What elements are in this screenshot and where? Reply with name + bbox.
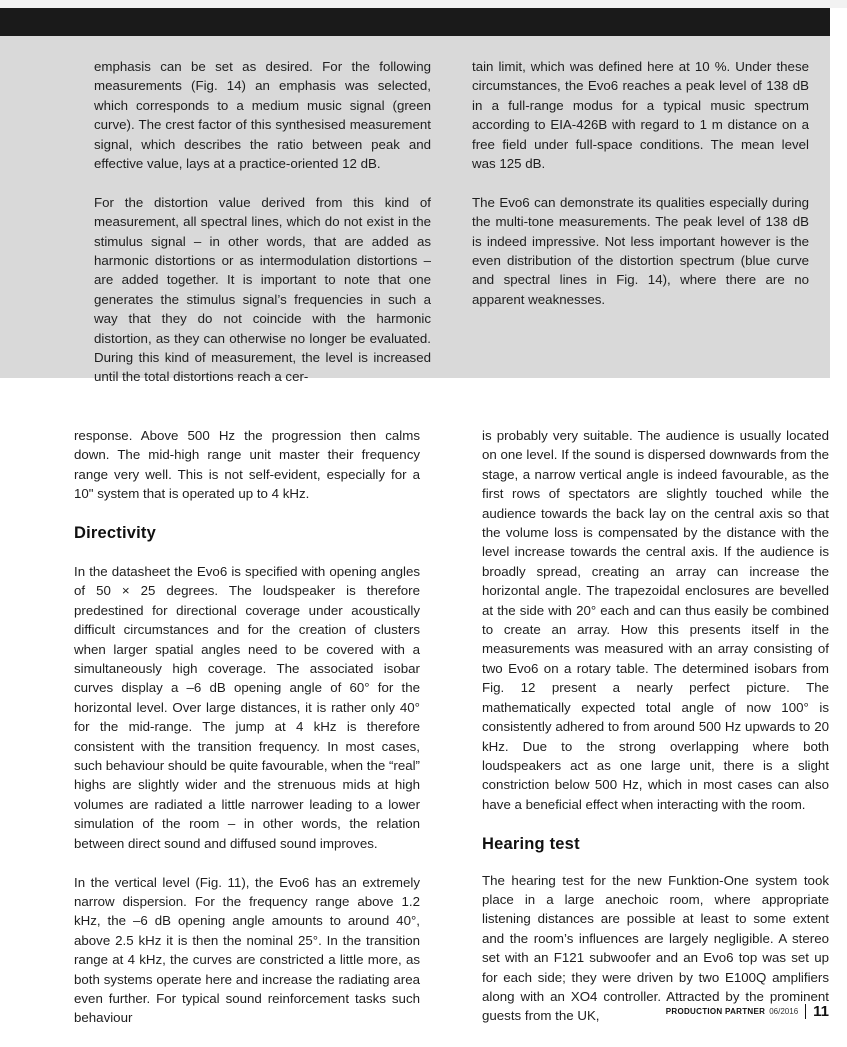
section-heading-hearing-test: Hearing test (482, 834, 580, 853)
body-paragraph: is probably very suitable. The audience is usually located on one level. If the sound is dispersed downwards from the stage, a narrow vertical angle is indeed favourable, as the first rows of spectators are slightly touched while the audience towards the back lay on the central axis so that the volume loss is compensated by the distance with the level increase towards the central axis. If the audience is broadly spread, creating an array can increase the horizontal angle. The trapezoidal enclosures are bevelled at the side with 20° each and can thus easily be combined to create an array. How this presents itself in the measurements was measured with an array consisting of two Evo6 on a rotary table. The determined isobars from Fig. 12 present a nearly perfect picture. The mathematically expected total angle of now 100° is consistently adhered to from around 500 Hz upwards to 20 kHz. Due to the strong overlapping where both loudspeakers act as one large unit, there is a slight constriction below 500 Hz, which in most cases can also have a beneficial effect when interacting with the room. (482, 428, 829, 812)
footer-divider (805, 1004, 806, 1019)
section-heading-directivity: Directivity (74, 524, 156, 543)
info-box-paragraph: For the distortion value derived from this kind of measurement, all spectral lines, which do not exist in the stimulus signal – in other words, that are added as harmonic distortions or as intermodulation distortions – are added together. It is important to note that one generates the stimulus signal’s frequencies in such a way that they do not coincide with the harmonic distortion, as they can otherwise no longer be evaluated. During this kind of measurement, the level is increased until the total distortions reach a cer- (94, 194, 431, 385)
page-number: 11 (813, 1003, 829, 1020)
page-footer (666, 1003, 829, 1020)
body-paragraph: response. Above 500 Hz the progression then calms down. The mid-high range unit master their frequency range very well. This is not self-evident, especially for a 10" system that is operated up to 4 kHz. (74, 428, 420, 502)
body-paragraph: The hearing test for the new Funktion-One system took place in a large anechoic room, where appropriate listening distances are possible at least to some extent and the room’s influences are largely negligible. A stereo set with an F121 subwoofer and an Evo6 top was set up for each side; they were driven by two E100Q amplifiers along with an XO4 controller. Attracted by the prominent guests from the UK, (482, 872, 829, 1024)
article-left-column (74, 426, 420, 1047)
magazine-name: PRODUCTION PARTNER (665, 1007, 766, 1016)
body-paragraph: In the datasheet the Evo6 is specified with opening angles of 50 × 25 degrees. The loudspeaker is therefore predestined for directional coverage under acoustically difficult circumstances and for the creation of clusters when larger spatial angles need to be covered with a simultaneously high coverage. The associated isobar curves display a –6 dB opening angle of 60° for the horizontal level. Over large distances, it is rather only 40° for the mid-range. The jump at 4 kHz is therefore consistent with the transition frequency. In most cases, such behaviour should be quite favourable, when the “real” highs are slightly wider and the strenuous mids at high volumes are radiated a little narrower leading to a lower simulation of the room – in other words, the relation between direct sound and diffused sound improves. (74, 564, 420, 851)
article-right-column (482, 426, 829, 1045)
info-box-paragraph: emphasis can be set as desired. For the following measurements (Fig. 14) an emphasis was selected, which corresponds to a medium music signal (green curve). The crest factor of this synthesised measurement signal, which describes the ratio between peak and effective value, lays at a practice-oriented 12 dB. (94, 59, 431, 172)
body-paragraph: In the vertical level (Fig. 11), the Evo6 has an extremely narrow dispersion. For the frequency range above 1.2 kHz, the –6 dB opening angle amounts to around 40°, above 2.5 kHz it is then the nominal 25°. In the transition range at 4 kHz, the curves are constricted a little more, as both systems operate here and increase the radiating area even further. For typical sound reinforcement tasks such behaviour (74, 874, 420, 1026)
page-top-margin (0, 0, 847, 8)
issue-number: 06/2016 (769, 1007, 799, 1016)
header-bar (0, 8, 830, 36)
info-box-right-column (472, 57, 809, 329)
info-box-paragraph: The Evo6 can demonstrate its qualities especially during the multi-tone measurements. The peak level of 138 dB is indeed impressive. Not less important however is the even distribution of the distortion spectrum (blue curve and spectral lines in Fig. 14), where there are no apparent weaknesses. (472, 194, 809, 307)
info-box-left-column (94, 57, 431, 406)
info-box-paragraph: tain limit, which was defined here at 10 %. Under these circumstances, the Evo6 reaches a peak level of 138 dB in a full-range modus for a typical music spectrum according to EIA-426B with regard to 1 m distance on a free field under full-space conditions. The mean level was 125 dB. (472, 59, 809, 172)
